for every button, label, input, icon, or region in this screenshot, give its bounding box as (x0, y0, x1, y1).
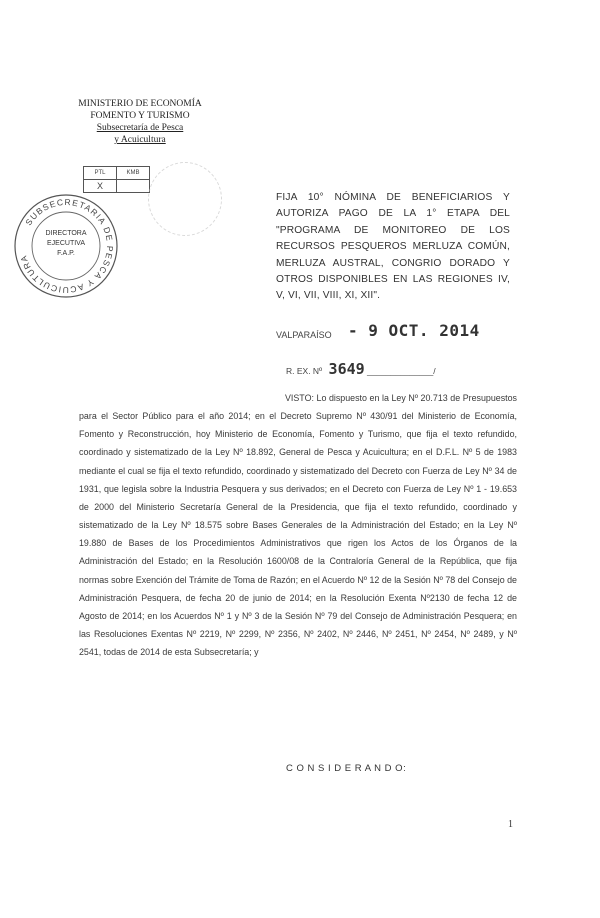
seal-line-ejecutiva: EJECUTIVA (47, 240, 85, 247)
considerando-heading: C O N S I D E R A N D O: (286, 763, 407, 774)
header-line-fomento: FOMENTO Y TURISMO (90, 111, 190, 121)
header-line-subsecretaria: Subsecretaría de Pesca (96, 123, 184, 133)
routing-stamp-box (83, 166, 150, 193)
faint-stamp (148, 162, 222, 236)
stamp-cell-kmb: KMB (117, 167, 150, 180)
place-label: VALPARAÍSO (276, 330, 332, 340)
header-line-ministry: MINISTERIO DE ECONOMÍA (78, 99, 202, 109)
resolution-number-line (286, 360, 436, 378)
stamp-cell-ptl: PTL (84, 167, 117, 180)
resolution-prefix: R. EX. Nº (286, 366, 323, 376)
seal-center-text (40, 229, 92, 259)
official-seal (12, 192, 120, 300)
seal-line-directora: DIRECTORA (45, 230, 87, 237)
date-stamp: - 9 OCT. 2014 (348, 321, 480, 340)
stamp-cell-mark: X (84, 180, 117, 193)
resolution-number: 3649 (328, 360, 365, 378)
ministry-header (78, 98, 202, 146)
page-number: 1 (508, 819, 513, 830)
seal-line-fap: F.A.P. (57, 250, 75, 257)
visto-text: Lo dispuesto en la Ley Nº 20.713 de Presupuestos para el Sector Público para el año 2014; en el Decreto Supremo Nº 430/91 del Ministerio de Economía, Fomento y Reconstrucción, hoy Ministerio de Economía, Fomento y Turismo, que fija el texto refundido, coordinado y sistematizado de la Ley Nº 18.892, General de Pesca y Acuicultura; en el D.F.L. Nº 5 de 1983 mediante el cual se fija el texto refundido, coordinado y sistematizado del Decreto con Fuerza de Ley Nº 34 de 1931, que legisla sobre la Industria Pesquera y sus derivados; en el Decreto con Fuerza de Ley Nº 1 - 19.653 de 2000 del Ministerio Secretaría General de la Presidencia, que fija el texto refundido, coordinado y sistematizado de la Ley Nº 18.575 sobre Bases Generales de la Administración del Estado; en la Ley Nº 19.880 de Bases de los Procedimientos Administrativos que rigen los Actos de los Órganos de la Administración del Estado; en la Resolución 1600/08 de la Contraloría General de la República, que fija normas sobre Exención del Trámite de Toma de Razón; en el Acuerdo Nº 12 de la Sesión Nº 78 del Consejo de Administración Pesquera, de fecha 20 de junio de 2014; en la Resolución Exenta Nº2130 de fecha 12 de Agosto de 2014; en los Acuerdos Nº 1 y Nº 3 de la Sesión Nº 79 del Consejo de Administración Pesquera; en las Resoluciones Exentas Nº 2219, Nº 2299, Nº 2356, Nº 2402, Nº 2446, Nº 2451, Nº 2454, Nº 2489, y Nº 2541, todas de 2014 de esta Subsecretaría; y (79, 393, 517, 658)
svg-text:SUBSECRETARIA DE PESCA Y ACUIC: SUBSECRETARIA DE PESCA Y ACUICULTURA (17, 196, 116, 296)
resolution-title: FIJA 10° NÓMINA DE BENEFICIARIOS Y AUTORIZA PAGO DE LA 1° ETAPA DEL "PROGRAMA DE MONITOREO DE LOS RECURSOS PESQUEROS MERLUZA COMÚN, MERLUZA AUSTRAL, CONGRIO DORADO Y OTROS DISPONIBLES EN LAS REGIONES IV, V, VI, VII, VIII, XI, XII". (276, 192, 510, 302)
resolution-suffix: ______________/ (367, 366, 436, 376)
visto-label: VISTO: (285, 393, 314, 403)
header-line-acuicultura: y Acuicultura (114, 135, 166, 145)
visto-paragraph (79, 389, 517, 661)
stamp-cell-empty (117, 180, 150, 193)
